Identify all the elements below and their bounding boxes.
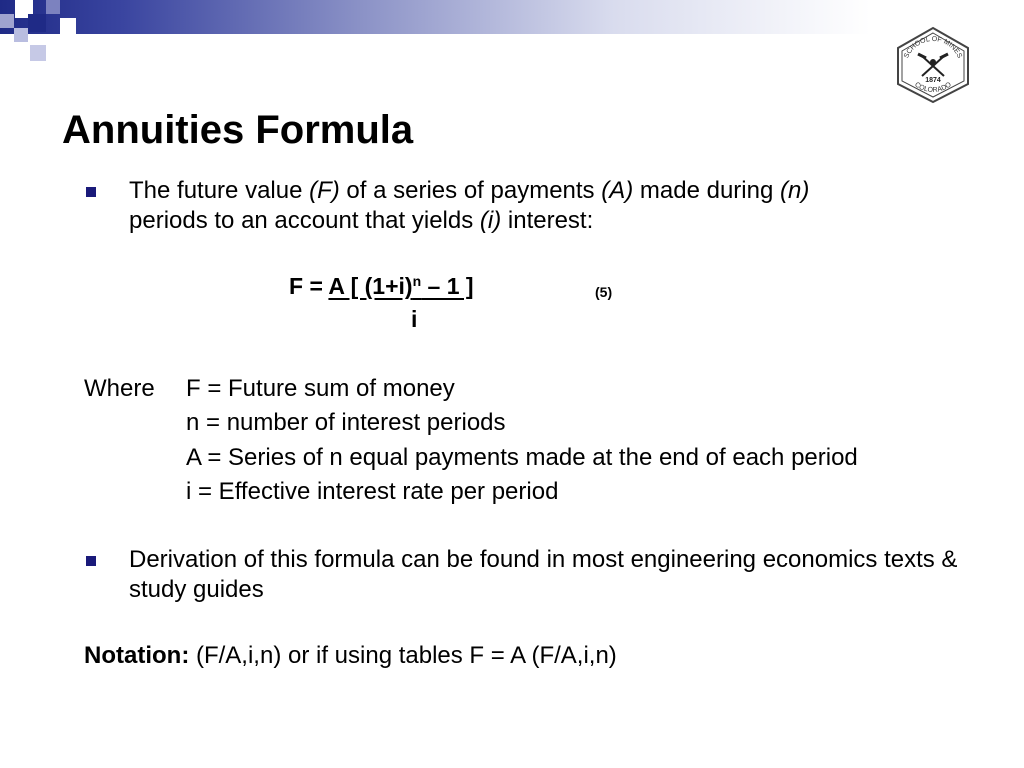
notation-line [84,641,617,671]
logo-top-text: SCHOOL OF MINES [903,35,963,60]
decorative-square [28,14,46,32]
where-label: Where [84,375,155,402]
formula-denominator: i [411,306,418,332]
notation-text: (F/A,i,n) or if using tables F = A (F/A,i,n) [189,642,617,669]
logo-year: 1874 [925,77,941,84]
logo-bottom-text: COLORADO [913,81,953,95]
school-of-mines-logo [888,24,978,104]
bullet-text-derivation: Derivation of this formula can be found in most engineering economics texts & study guides [129,546,958,603]
bullet-text-future-value: The future value (F) of a series of payments (A) made during (n) periods to an account that yields (i) interest: [129,177,810,234]
notation-label: Notation: [84,642,190,669]
formula-numerator: A [ $(1+i)^n - 1$ ] [328,273,474,299]
annuity-formula: F = A [ $(1+i)^n - 1$ ] [289,273,474,299]
definition-a: A = Series of n equal payments made at the end of each period [186,444,858,471]
definition-i: i = Effective interest rate per period [186,478,559,505]
decorative-square [14,28,28,42]
decorative-square [60,18,76,34]
decorative-square [0,14,14,28]
bullet-marker [86,187,96,197]
header-gradient-band [0,0,1024,34]
definition-f: F = Future sum of money [186,375,455,402]
definition-n: n = number of interest periods [186,409,506,436]
bullet-marker [86,556,96,566]
decorative-square [30,45,46,61]
slide-title: Annuities Formula [62,108,414,152]
decorative-square [46,0,60,14]
equation-number: (5) [595,284,613,300]
